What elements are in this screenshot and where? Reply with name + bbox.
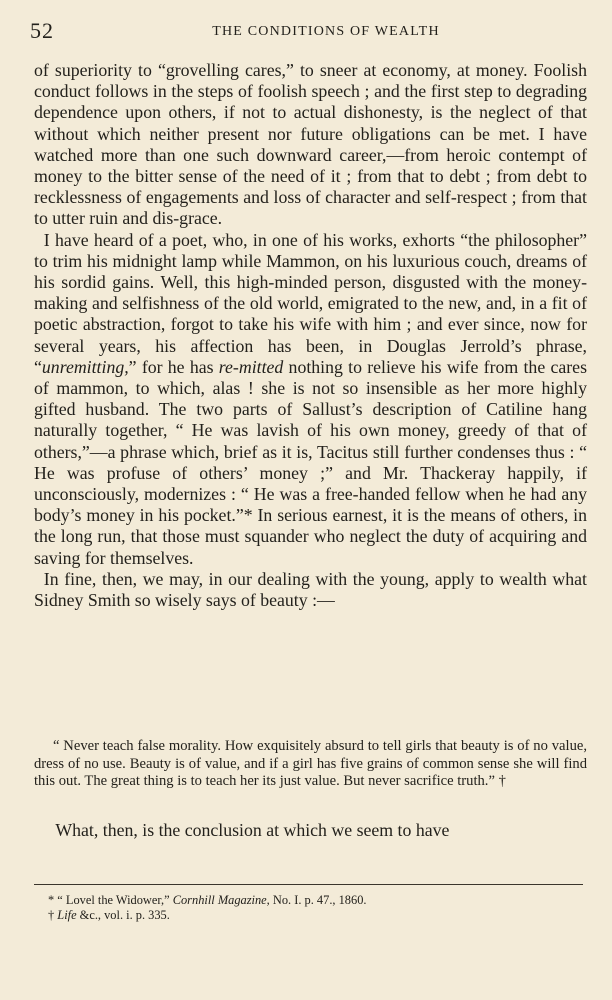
footnote-1 <box>48 893 588 908</box>
footnote-1-text: * “ Lovel the Widower,” <box>48 893 173 907</box>
footnote-2-text: &c., vol. i. p. 335. <box>76 908 170 922</box>
footnote-2 <box>48 908 588 923</box>
footnote-2-mark: † <box>48 908 58 922</box>
footnote-2-italic: Life <box>57 908 77 922</box>
paragraph-2 <box>34 230 587 569</box>
block-quote <box>34 738 587 791</box>
paragraph-2-part-b: ” for he has <box>128 356 219 377</box>
page-number: 52 <box>30 18 54 43</box>
footnotes <box>48 893 588 923</box>
footnote-rule <box>34 884 583 885</box>
paragraph-2-italic-1: unremitting, <box>41 356 129 377</box>
paragraph-2-part-a: I have heard of a poet, who, in one of his works, exhorts “the philosopher” to trim his midnight lamp while Mammon, on his luxurious couch, dreams of his sordid gains. Well, this high-minded person, disgusted with the money-making and selfishness of the old world, emigrated to the new, and, in a fit of poetic abstraction, forgot to take his wife with him ; and ever since, now for several years, his affection has been, in Douglas Jerrold’s phrase, “ <box>34 229 587 377</box>
page-header <box>30 14 582 44</box>
paragraph-3: In fine, then, we may, in our dealing with the young, apply to wealth what Sidney Smith so wisely says of beauty :— <box>34 568 587 611</box>
running-title: THE CONDITIONS OF WEALTH <box>212 24 440 39</box>
closing-paragraph <box>34 820 587 841</box>
footnote-1-text-end: No. I. p. 47., 1860. <box>269 893 367 907</box>
closing-text: What, then, is the conclusion at which we seem to have <box>55 820 450 840</box>
body-text <box>34 60 587 611</box>
quote-text: “ Never teach false morality. How exquisitely absurd to tell girls that beauty is of no value, dress of no use. Beauty is of value, and if a girl has five grains of common sense she will find this out. The great thing is to teach her its just value. But never sacrifice truth.” † <box>34 738 587 790</box>
footnote-1-italic: Cornhill Magazine, <box>172 893 270 907</box>
paragraph-1: of superiority to “grovelling cares,” to sneer at economy, at money. Foolish conduct follows in the steps of foolish speech ; and the first step to degrading dependence upon others, if not to actual dishonesty, is the neglect of that without which neither present nor future obligations can be met. I have watched more than one such downward career,—from heroic contempt of money to the bitter sense of the need of it ; from that to debt ; from debt to recklessness of engagements and loss of character and self-respect ; from that to utter ruin and dis-grace. <box>34 60 587 229</box>
paragraph-2-italic-2: re-mitted <box>218 356 284 377</box>
paragraph-2-part-c: nothing to relieve his wife from the cares of mammon, to which, alas ! she is not so insensible as her more highly gifted husband. The two parts of Sallust’s description of Catiline hang naturally together, “ He was lavish of his own money, greedy of that of others,”—a phrase which, brief as it is, Tacitus still further condenses thus : “ He was profuse of others’ money ;” and Mr. Thackeray happily, if unconsciously, modernizes : “ He was a free-handed fellow when he had any body’s money in his pocket.”* In serious earnest, it is the means of others, in the long run, that those must squander who neglect the duty of acquiring and saving for themselves. <box>34 356 587 568</box>
